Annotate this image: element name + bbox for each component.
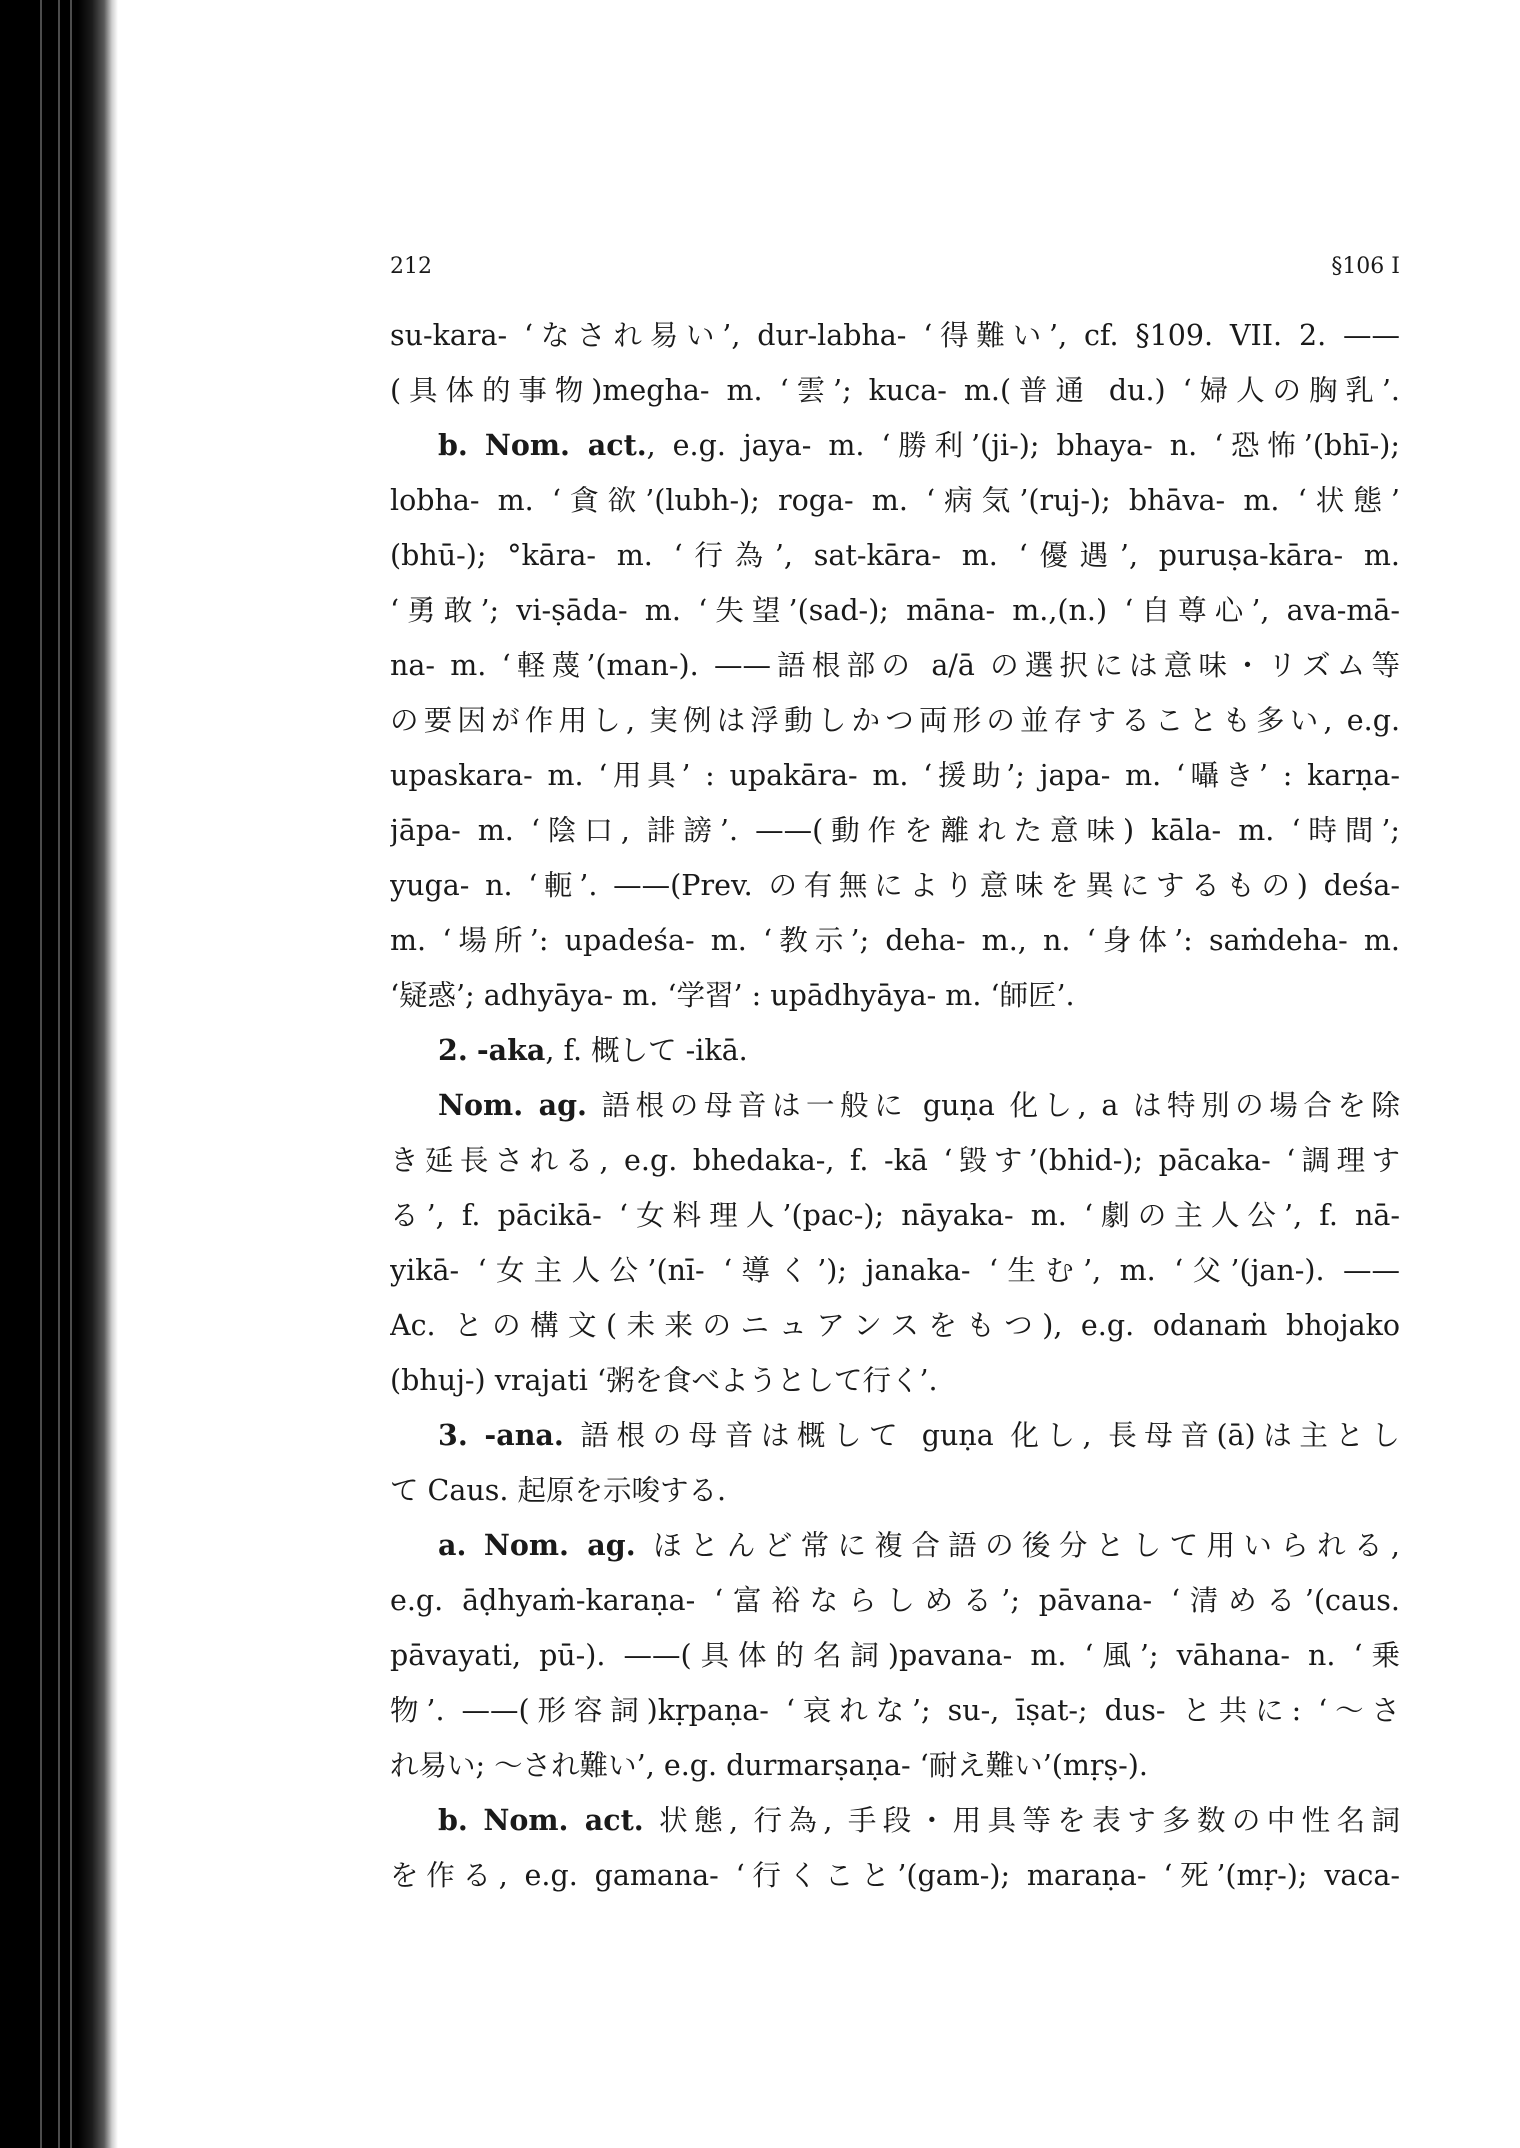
text-line: na- m. ‘軽蔑’(man-). ——語根部の a/ā の選択には意味・リズム等 — [390, 649, 1400, 682]
text-line: れ易い; ～され難い’, e.g. durmarṣaṇa- ‘耐え難い’(mṛṣ-). — [390, 1749, 1148, 1782]
text-line: (具体的事物)megha- m. ‘雲’; kuca- m.(普通 du.) ‘婦人の胸乳’. — [390, 374, 1400, 407]
text-line: lobha- m. ‘貪欲’(lubh-); roga- m. ‘病気’(ruj-); bhāva- m. ‘状態’ — [390, 484, 1400, 517]
item-label: b. — [438, 1803, 468, 1837]
text-line: て Caus. 起原を示唆する. — [390, 1474, 727, 1507]
text-line: e.g. āḍhyaṁ-karaṇa- ‘富裕ならしめる’; pāvana- ‘清める’(caus. — [390, 1584, 1400, 1617]
text-line: -aka, f. 概して -ikā. — [476, 1033, 748, 1067]
text-line: Nom. act. 状態, 行為, 手段・用具等を表す多数の中性名詞 — [483, 1803, 1400, 1837]
text-line: 物’. ——(形容詞)kṛpaṇa- ‘哀れな’; su-, īṣat-; dus- と共に: ‘～さ — [390, 1694, 1400, 1727]
text-line: jāpa- m. ‘陰口, 誹謗’. ——(動作を離れた意味) kāla- m. ‘時間’; — [390, 814, 1400, 847]
heading-3-ana — [390, 1408, 1400, 1463]
text-line: Nom. ag. 語根の母音は一般に guṇa 化し, a は特別の場合を除 — [438, 1088, 1400, 1122]
page-number: 212 — [390, 254, 432, 279]
running-head — [390, 254, 1400, 290]
paragraph-a-nom-ag — [390, 1518, 1400, 1573]
text-line: を作る, e.g. gamana- ‘行くこと’(gam-); maraṇa- ‘死’(mṛ-); vaca- — [390, 1859, 1400, 1892]
text-line: -ana. 語根の母音は概して guṇa 化し, 長母音(ā)は主とし — [484, 1418, 1400, 1452]
text-line: yikā- ‘女主人公’(nī- ‘導く’); janaka- ‘生む’, m. ‘父’(jan-). —— — [390, 1254, 1400, 1287]
item-number: 2. — [438, 1033, 468, 1067]
text-line: m. ‘場所’: upadeśa- m. ‘教示’; deha- m., n. ‘身体’: saṁdeha- m. — [390, 924, 1400, 957]
text-line: upaskara- m. ‘用具’ : upakāra- m. ‘援助’; japa- m. ‘囁き’ : karṇa- — [390, 759, 1400, 792]
scan-binding-edge — [0, 0, 118, 2148]
text-line: yuga- n. ‘軛’. ——(Prev. の有無により意味を異にするもの) deśa- — [390, 869, 1400, 902]
text-line: の要因が作用し, 実例は浮動しかつ両形の並存することも多い, e.g. — [390, 704, 1400, 737]
item-label: b. — [438, 428, 468, 462]
section-reference: §106 I — [1331, 254, 1400, 279]
text-line: る’, f. pācikā- ‘女料理人’(pac-); nāyaka- m. ‘劇の主人公’, f. nā- — [390, 1199, 1400, 1232]
paragraph-b-nom-act — [390, 418, 1400, 473]
text-line: き延長される, e.g. bhedaka-, f. -kā ‘毀す’(bhid-); pācaka- ‘調理す — [390, 1144, 1400, 1177]
paragraph-b-nom-act — [390, 1793, 1400, 1848]
text-line: su-kara- ‘なされ易い’, dur-labha- ‘得難い’, cf. §109. VII. 2. —— — [390, 319, 1400, 352]
text-line: Nom. ag. ほとんど常に複合語の後分として用いられる, — [483, 1528, 1400, 1562]
text-line: ‘勇敢’; vi-ṣāda- m. ‘失望’(sad-); māna- m.,(n.) ‘自尊心’, ava-mā- — [390, 594, 1400, 627]
heading-2-aka — [390, 1023, 1400, 1078]
text-line: ‘疑惑’; adhyāya- m. ‘学習’ : upādhyāya- m. ‘師匠’. — [390, 979, 1075, 1012]
page-body — [390, 308, 1400, 1903]
text-line: Ac. との構文(未来のニュアンスをもつ), e.g. odanaṁ bhojako — [390, 1309, 1400, 1342]
text-line: pāvayati, pū-). ——(具体的名詞)pavana- m. ‘風’; vāhana- n. ‘乗 — [390, 1639, 1400, 1672]
text-line: (bhū-); °kāra- m. ‘行為’, sat-kāra- m. ‘優遇’, puruṣa-kāra- m. — [390, 539, 1400, 572]
text-line: Nom. act., e.g. jaya- m. ‘勝利’(ji-); bhaya- n. ‘恐怖’(bhī-); — [484, 428, 1400, 462]
item-label: a. — [438, 1528, 467, 1562]
item-number: 3. — [438, 1418, 468, 1452]
text-line: (bhuj-) vrajati ‘粥を食べようとして行く’. — [390, 1364, 938, 1397]
